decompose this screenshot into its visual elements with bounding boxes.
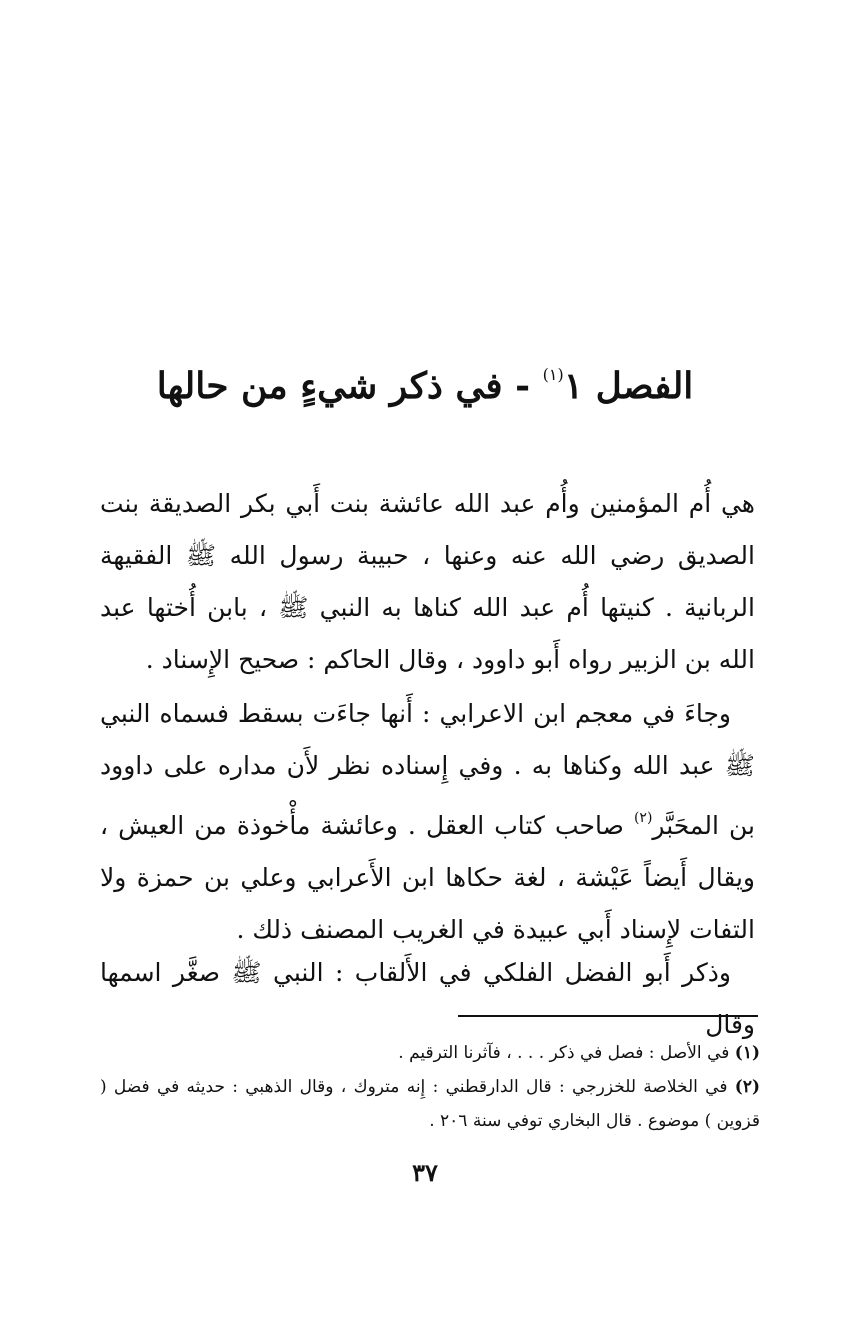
paragraph-2-part-1: وجاءَ في معجم ابن الاعرابي : أَنها جاءَت بسقط فسماه النبي ﷺ عبد الله وكناها به . وفي إِسناده نظر لأَن مداره على داوود بن المحَبَّر (100, 699, 755, 840)
footnotes (100, 1036, 760, 1138)
chapter-heading-label: الفصل ١ (563, 365, 694, 407)
paragraph-3: وذكر أَبو الفضل الفلكي في الأَلقاب : النبي ﷺ صغَّر اسمها وقال (100, 958, 755, 1039)
footnote-1 (100, 1036, 760, 1070)
footnote-divider (458, 1015, 758, 1017)
footnote-1-text: في الأصل : فصل في ذكر . . . ، فآثرنا الترقيم . (398, 1043, 730, 1063)
chapter-heading (0, 340, 850, 421)
footnote-2-number: (٢) (734, 1077, 760, 1097)
footnote-1-number: (١) (734, 1043, 760, 1063)
footnote-2 (100, 1070, 760, 1138)
footnote-ref-1: (١) (542, 365, 564, 384)
paragraph-2 (100, 688, 755, 956)
chapter-heading-title: - في ذكر شيءٍ من حالها (156, 365, 531, 407)
paragraph-1: هي أُم المؤمنين وأُم عبد الله عائشة بنت أَبي بكر الصديقة بنت الصديق رضي الله عنه وعنها ، حبيبة رسول الله ﷺ الفقيهة الربانية . كنيتها أُم عبد الله كناها به النبي ﷺ ، بابن أُختها عبد الله بن الزبير رواه أَبو داوود ، وقال الحاكم : صحيح الإِسناد . (100, 489, 755, 674)
page-number: ٣٧ (412, 1158, 438, 1187)
footnote-ref-2: (٢) (633, 810, 653, 826)
paragraph-2-part-2: صاحب كتاب العقل . وعائشة مأْخوذة من العيش ، ويقال أَيضاً عَيْشة ، لغة حكاها ابن الأَعرابي وعلي بن حمزة ولا التفات لإِسناد أَبي عبيدة في الغريب المصنف ذلك . (100, 811, 755, 944)
footnote-2-text: في الخلاصة للخزرجي : قال الدارقطني : إِنه متروك ، وقال الذهبي : حديثه في فضل ( قزوين ) موضوع . قال البخاري توفي سنة ٢٠٦ . (100, 1077, 760, 1131)
